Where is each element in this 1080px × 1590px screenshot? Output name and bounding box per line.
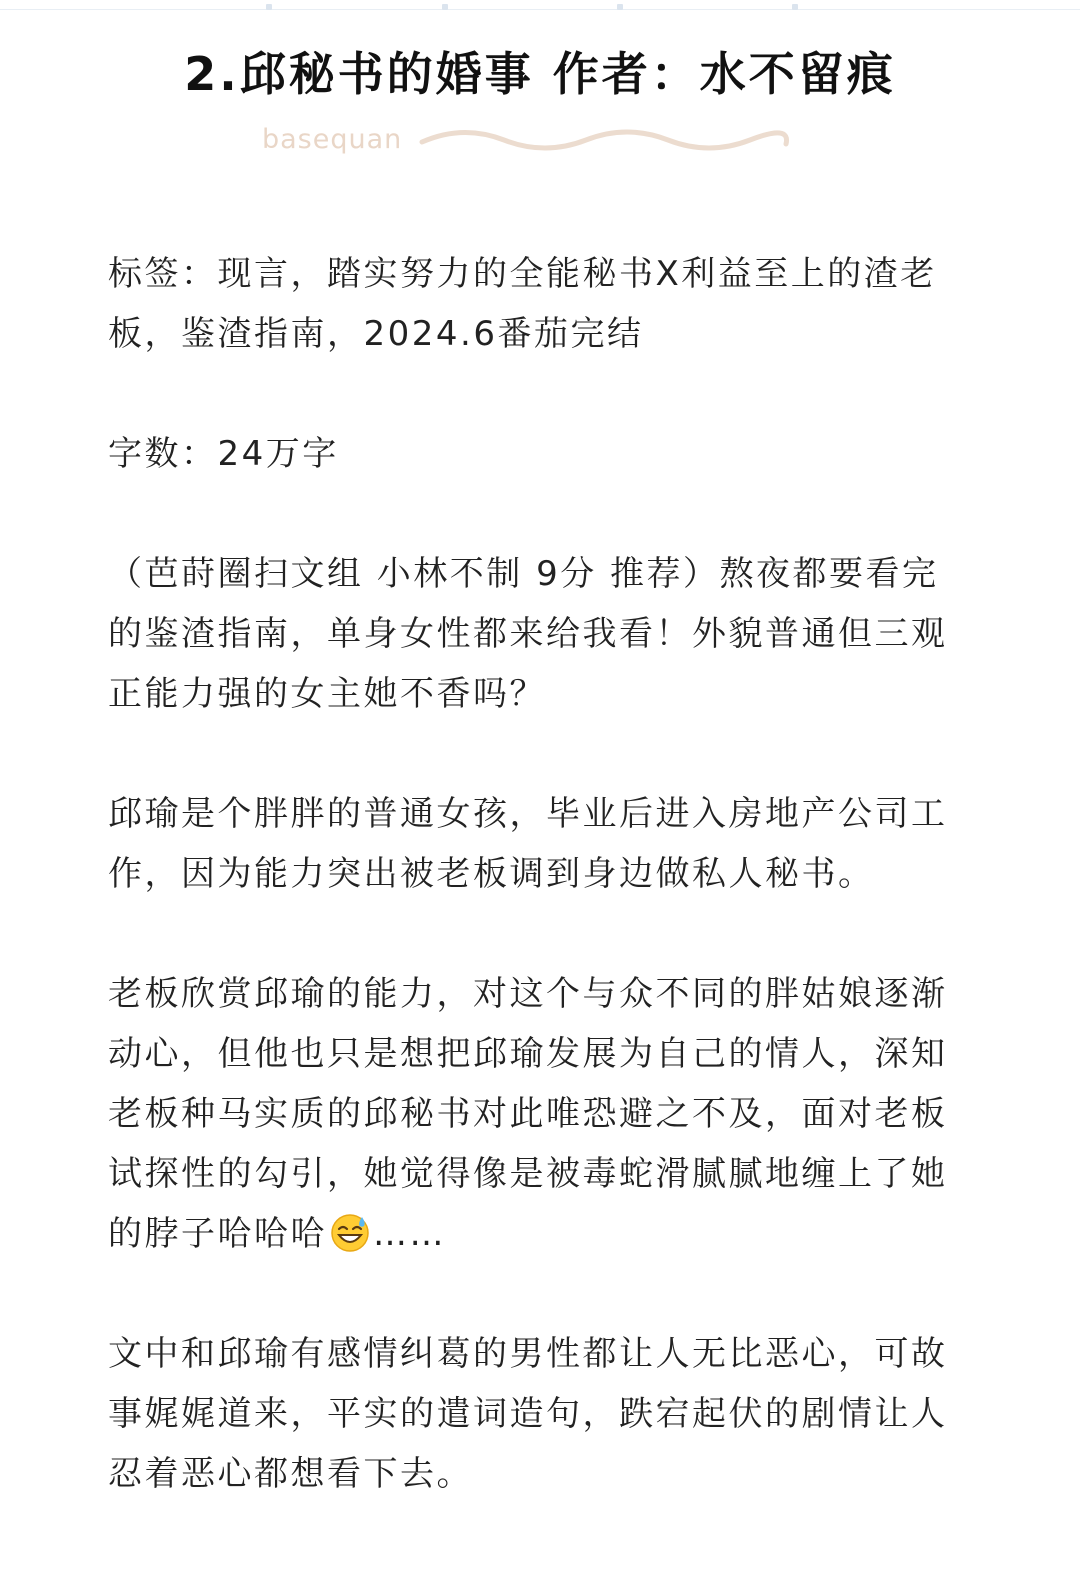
article-body bbox=[108, 244, 968, 1564]
page-title: 2.邱秘书的婚事 作者：水不留痕 bbox=[184, 47, 896, 101]
ellipsis: …… bbox=[373, 1214, 446, 1254]
divider-tick bbox=[266, 4, 272, 10]
divider-tick bbox=[792, 4, 798, 10]
divider-tick bbox=[617, 4, 623, 10]
boss-paragraph-text: 老板欣赏邱瑜的能力，对这个与众不同的胖姑娘逐渐动心，但他也只是想把邱瑜发展为自己的情人，深知老板种马实质的邱秘书对此唯恐避之不及，面对老板试探性的勾引，她觉得像是被毒蛇滑腻腻地缠上了她的脖子哈哈哈 bbox=[108, 974, 948, 1254]
word-count-paragraph: 字数：24万字 bbox=[108, 434, 339, 474]
brand-text: basequan bbox=[262, 124, 403, 155]
brand-watermark bbox=[262, 118, 802, 162]
grinning-sweat-emoji-icon bbox=[329, 1211, 371, 1253]
wave-decoration-icon bbox=[418, 122, 790, 158]
recommendation-paragraph: （芭莳圈扫文组 小林不制 9分 推荐）熬夜都要看完的鉴渣指南，单身女性都来给我看！外貌普通但三观正能力强的女主她不香吗？ bbox=[108, 554, 948, 714]
boss-paragraph bbox=[108, 964, 968, 1264]
review-paragraph: 文中和邱瑜有感情纠葛的男性都让人无比恶心，可故事娓娓道来，平实的遣词造句，跌宕起伏的剧情让人忍着恶心都想看下去。 bbox=[108, 1334, 948, 1494]
top-divider-line bbox=[0, 9, 1080, 10]
synopsis-paragraph: 邱瑜是个胖胖的普通女孩，毕业后进入房地产公司工作，因为能力突出被老板调到身边做私人秘书。 bbox=[108, 794, 948, 894]
top-divider bbox=[0, 0, 1080, 12]
tags-paragraph: 标签：现言，踏实努力的全能秘书X利益至上的渣老板，鉴渣指南，2024.6番茄完结 bbox=[108, 254, 937, 354]
divider-tick bbox=[442, 4, 448, 10]
